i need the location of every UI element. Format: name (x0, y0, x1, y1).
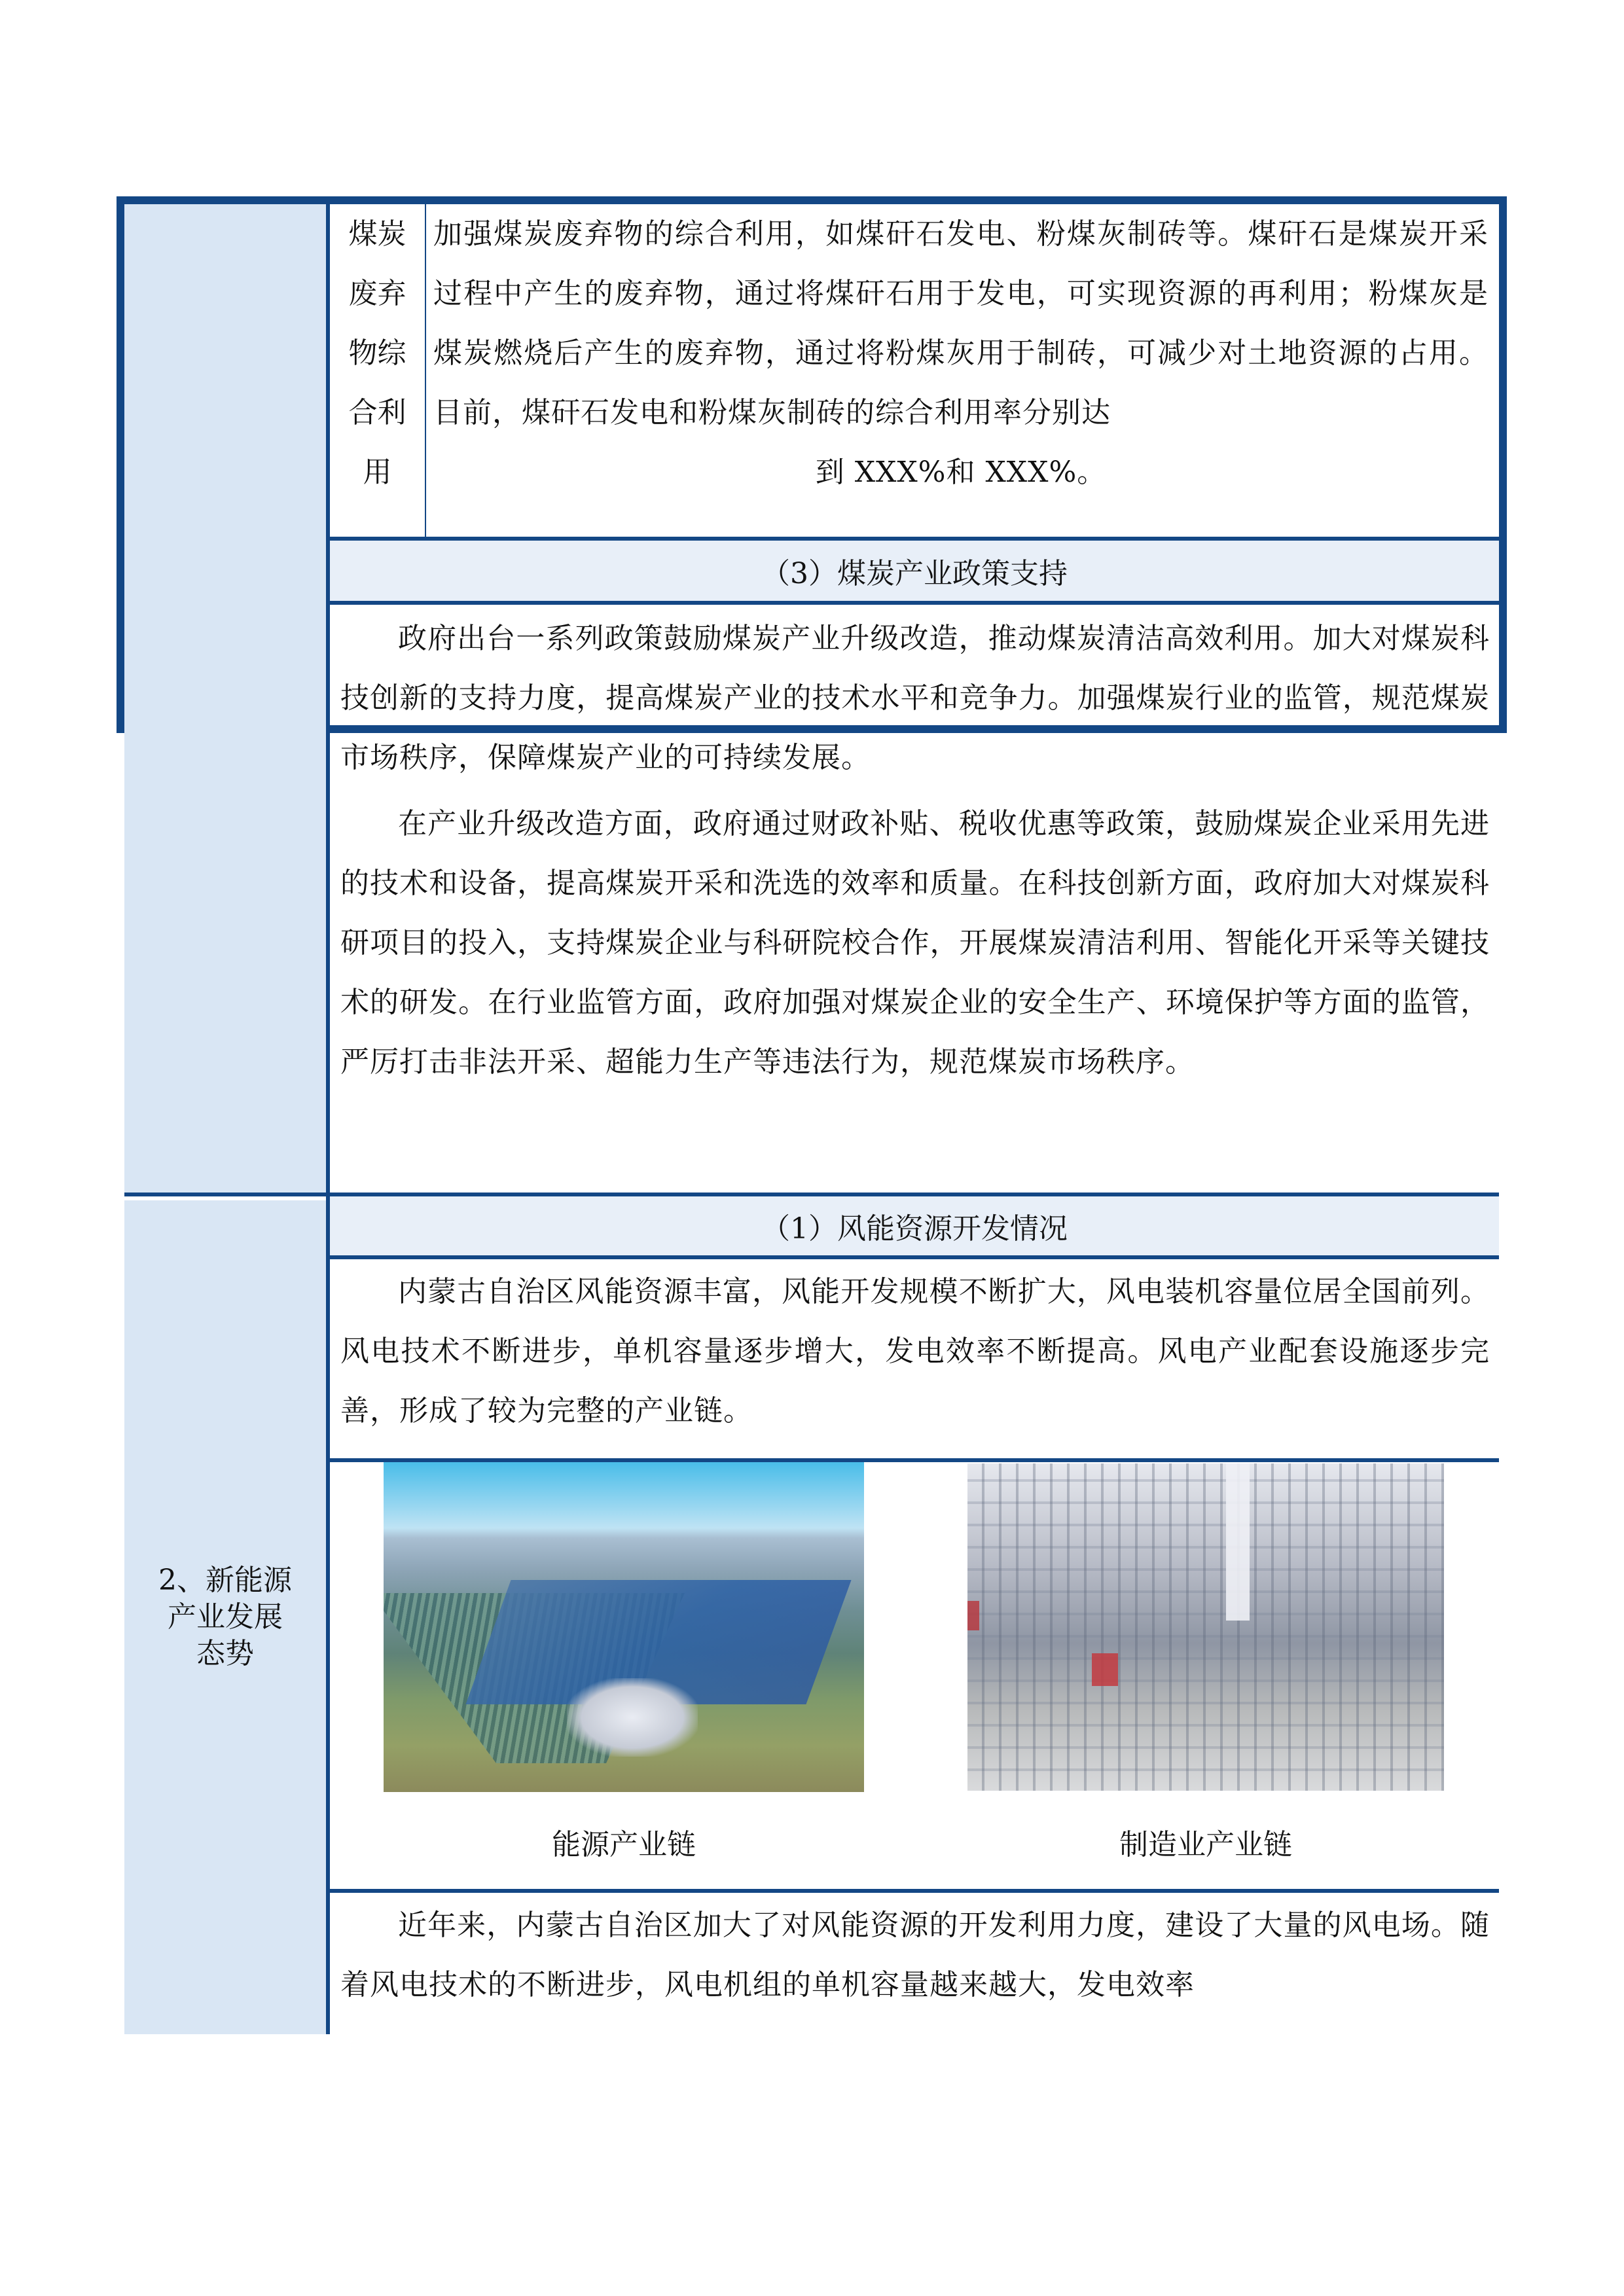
final-text-cell (340, 1895, 1490, 2034)
document-table (117, 196, 1507, 2001)
section2-label: 2、新能源 产业发展 态势 (158, 1564, 292, 1670)
wind-text-cell (340, 1262, 1490, 1458)
policy-paragraph: 政府出台一系列政策鼓励煤炭产业升级改造，推动煤炭清洁高效利用。加大对煤炭科技创新的支持力度，提高煤炭产业的技术水平和竞争力。加强煤炭行业的监管，规范煤炭市场秩序，保障煤炭产业的可持续发展。 (340, 622, 1490, 774)
manufacturing-chain-caption: 制造业产业链 (1119, 1828, 1292, 1861)
energy-chain-caption: 能源产业链 (552, 1828, 696, 1861)
policy-text-cell (340, 609, 1490, 1191)
row-border (326, 1255, 1499, 1259)
manufacturing-chain-photo (967, 1463, 1444, 1791)
coal-waste-last-line: 到 XXX%和 XXX%。 (815, 456, 1107, 489)
wind-header: （1）风能资源开发情况 (330, 1196, 1499, 1255)
policy-paragraph: 在产业升级改造方面，政府通过财政补贴、税收优惠等政策，鼓励煤炭企业采用先进的技术和设备，提高煤炭开采和洗选的效率和质量。在科技创新方面，政府加大对煤炭科研项目的投入，支持煤炭企业与科研院校合作，开展煤炭清洁利用、智能化开采等关键技术的研发。在行业监管方面，政府加强对煤炭企业的安全生产、环境保护等方面的监管，严厉打击非法开采、超能力生产等违法行为，规范煤炭市场秩序。 (340, 807, 1490, 1079)
policy-header: （3）煤炭产业政策支持 (330, 541, 1499, 601)
coal-waste-inner-divider (425, 204, 426, 537)
wind-paragraph: 内蒙古自治区风能资源丰富，风能开发规模不断扩大，风电装机容量位居全国前列。风电技术不断进步，单机容量逐步增大，发电效率不断提高。风电产业配套设施逐步完善，形成了较为完整的产业链。 (340, 1275, 1490, 1427)
row-border (326, 601, 1499, 605)
final-paragraph: 近年来，内蒙古自治区加大了对风能资源的开发利用力度，建设了大量的风电场。随着风电技术的不断进步，风电机组的单机容量越来越大，发电效率 (340, 1909, 1490, 2001)
row-border (326, 1889, 1499, 1893)
section2-left-cell (124, 1200, 326, 2034)
coal-waste-text-cell (433, 204, 1489, 537)
coal-waste-text: 加强煤炭废弃物的综合利用，如煤矸石发电、粉煤灰制砖等。煤矸石是煤炭开采过程中产生的废弃物，通过将煤矸石用于发电，可实现资源的再利用；粉煤灰是煤炭燃烧后产生的废弃物，通过将粉煤灰用于制砖，可减少对土地资源的占用。目前，煤矸石发电和粉煤灰制砖的综合利用率分别达 (433, 217, 1489, 429)
energy-chain-photo (384, 1462, 864, 1792)
coal-waste-label: 煤炭 废弃 物综 合利 用 (348, 217, 406, 489)
section1-left-cell (124, 204, 326, 1196)
